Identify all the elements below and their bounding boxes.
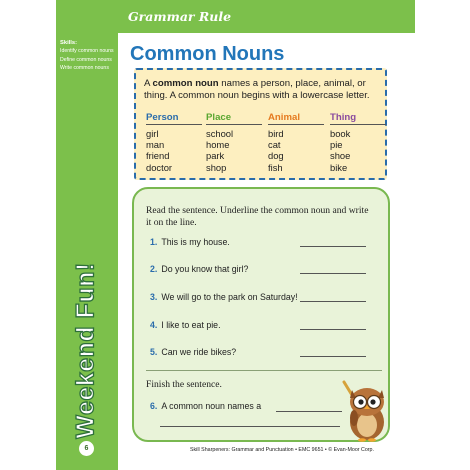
question-item: [150, 264, 248, 274]
noun-column-person: [146, 112, 202, 173]
rule-box: [134, 68, 387, 180]
noun-word: doctor: [146, 161, 173, 173]
noun-word: fish: [268, 161, 283, 173]
rule-text-rest: names a person, place, animal, or thing. A common noun begins with a lowercase letter.: [144, 78, 370, 101]
owl-icon: [340, 378, 394, 442]
skills-list: [60, 40, 116, 72]
divider: [146, 370, 382, 371]
noun-word: park: [206, 150, 225, 162]
question-text: I like to eat pie.: [161, 320, 221, 330]
page-number: 6: [79, 441, 94, 456]
page-title: Common Nouns: [130, 43, 285, 65]
skills-heading: Skills:: [60, 40, 78, 46]
noun-columns: [146, 112, 382, 172]
question-item: [150, 320, 221, 330]
noun-word: girl: [146, 128, 159, 139]
noun-column-heading: Thing: [330, 112, 386, 125]
answer-line[interactable]: [276, 411, 342, 412]
question-text: We will go to the park on Saturday!: [161, 292, 298, 302]
answer-line[interactable]: [300, 273, 366, 274]
question-text: This is my house.: [161, 237, 230, 247]
noun-word: cat: [268, 139, 281, 151]
question-item: [150, 292, 298, 302]
question-number: 3.: [150, 292, 158, 302]
noun-word: pie: [330, 139, 343, 151]
noun-column-heading: Place: [206, 112, 262, 125]
question-number: 6.: [150, 401, 158, 411]
rule-text-prefix: A: [144, 78, 153, 89]
noun-column-thing: [330, 112, 386, 173]
skill-item: Define common nouns: [60, 56, 112, 63]
weekend-fun-label: Weekend Fun!: [71, 261, 100, 439]
noun-word: friend: [146, 150, 170, 162]
question-number: 2.: [150, 264, 158, 274]
noun-word: man: [146, 139, 165, 151]
noun-word: shoe: [330, 150, 351, 162]
rule-bold-term: common noun: [152, 78, 219, 89]
weekend-fun-label-wrap: [64, 250, 108, 450]
noun-word: shop: [206, 161, 227, 173]
question-text: Can we ride bikes?: [161, 347, 237, 357]
finish-question: [150, 401, 261, 411]
finish-instruction: Finish the sentence.: [146, 379, 222, 390]
question-number: 4.: [150, 320, 158, 330]
question-item: [150, 347, 236, 357]
answer-line[interactable]: [300, 356, 366, 357]
footer-credit: Skill Sharpeners: Grammar and Punctuation • EMC 9651 • © Evan-Moor Corp.: [190, 447, 374, 453]
noun-word: bike: [330, 161, 348, 173]
noun-word: dog: [268, 150, 284, 162]
skill-item: Write common nouns: [60, 65, 109, 72]
exercise-instruction: Read the sentence. Underline the common noun and write it on the line.: [146, 205, 369, 228]
question-text: A common noun names a: [161, 401, 262, 411]
answer-line[interactable]: [300, 301, 366, 302]
answer-line[interactable]: [300, 329, 366, 330]
noun-word: home: [206, 139, 230, 151]
noun-column-heading: Person: [146, 112, 202, 125]
question-item: [150, 237, 230, 247]
noun-word: bird: [268, 128, 284, 139]
question-number: 5.: [150, 347, 158, 357]
skill-item: Identify common nouns: [60, 48, 114, 55]
answer-line[interactable]: [300, 246, 366, 247]
noun-word: book: [330, 128, 351, 139]
section-title: Grammar Rule: [128, 9, 232, 24]
noun-column-heading: Animal: [268, 112, 324, 125]
rule-text: [144, 78, 384, 102]
question-number: 1.: [150, 237, 158, 247]
question-text: Do you know that girl?: [161, 264, 249, 274]
answer-line[interactable]: [160, 426, 340, 427]
noun-word: school: [206, 128, 234, 139]
noun-column-place: [206, 112, 262, 173]
noun-column-animal: [268, 112, 324, 173]
